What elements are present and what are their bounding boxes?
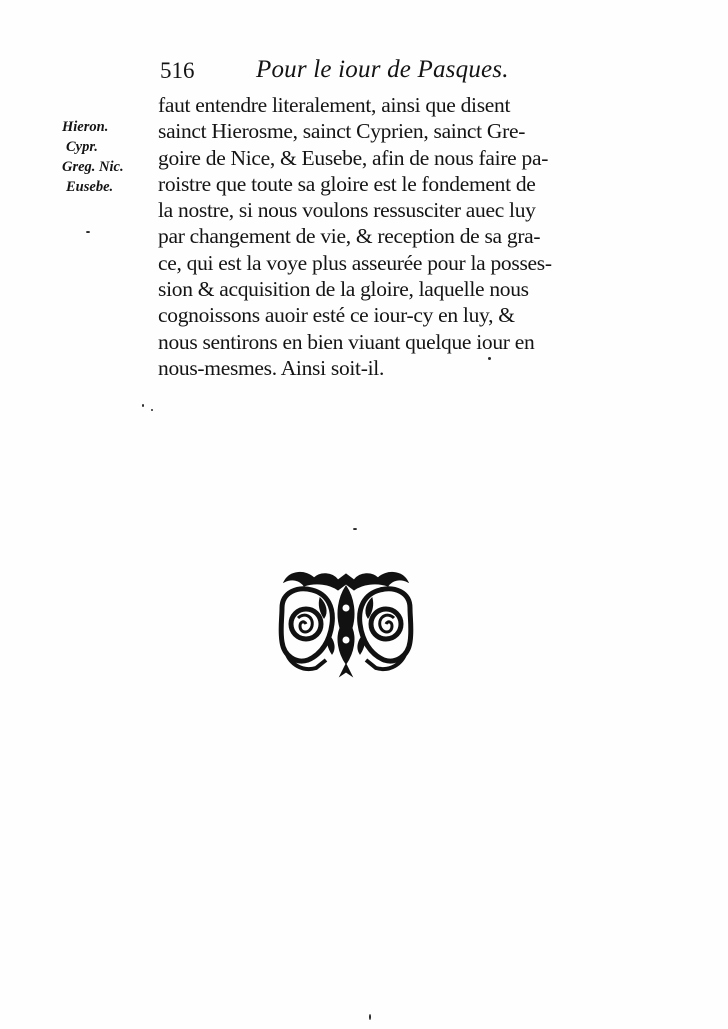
- body-text: [158, 92, 552, 381]
- page-number: 516: [160, 58, 195, 83]
- text-line: la nostre, si nous voulons ressusciter auec luy: [158, 198, 536, 223]
- text-line: faut entendre literalement, ainsi que disent: [158, 93, 511, 117]
- paper-speck: [151, 409, 153, 411]
- paper-speck: [86, 231, 90, 233]
- page-header: [160, 56, 540, 92]
- text-line: nous sentirons en bien viuant quelque iour en: [158, 329, 535, 354]
- margin-note: Greg. Nic.: [62, 159, 124, 175]
- text-line: nous-mesmes. Ainsi soit-il.: [158, 355, 385, 380]
- paper-speck: [142, 404, 144, 407]
- text-line: par changement de vie, & reception de sa gra-: [158, 224, 541, 249]
- text-line: ce, qui est la voye plus asseurée pour la posses-: [158, 250, 552, 275]
- paper-speck: [353, 528, 357, 530]
- text-line: sainct Hierosme, sainct Cyprien, sainct Gre-: [158, 119, 526, 144]
- margin-note: Hieron.: [62, 119, 109, 135]
- paper-speck: [369, 1014, 371, 1020]
- text-line: cognoissons auoir esté ce iour-cy en luy, &: [158, 303, 515, 328]
- margin-note: Cypr.: [66, 139, 98, 155]
- paper-speck: [488, 357, 491, 360]
- margin-note: Eusebe.: [66, 179, 114, 195]
- floral-tailpiece-ornament-icon: [276, 568, 416, 680]
- text-line: goire de Nice, & Eusebe, afin de nous faire pa-: [158, 145, 549, 170]
- text-line: sion & acquisition de la gloire, laquelle nous: [158, 277, 529, 302]
- margin-notes: [62, 117, 148, 197]
- running-title: Pour le iour de Pasques.: [256, 56, 509, 83]
- text-line: roistre que toute sa gloire est le fondement de: [158, 171, 536, 196]
